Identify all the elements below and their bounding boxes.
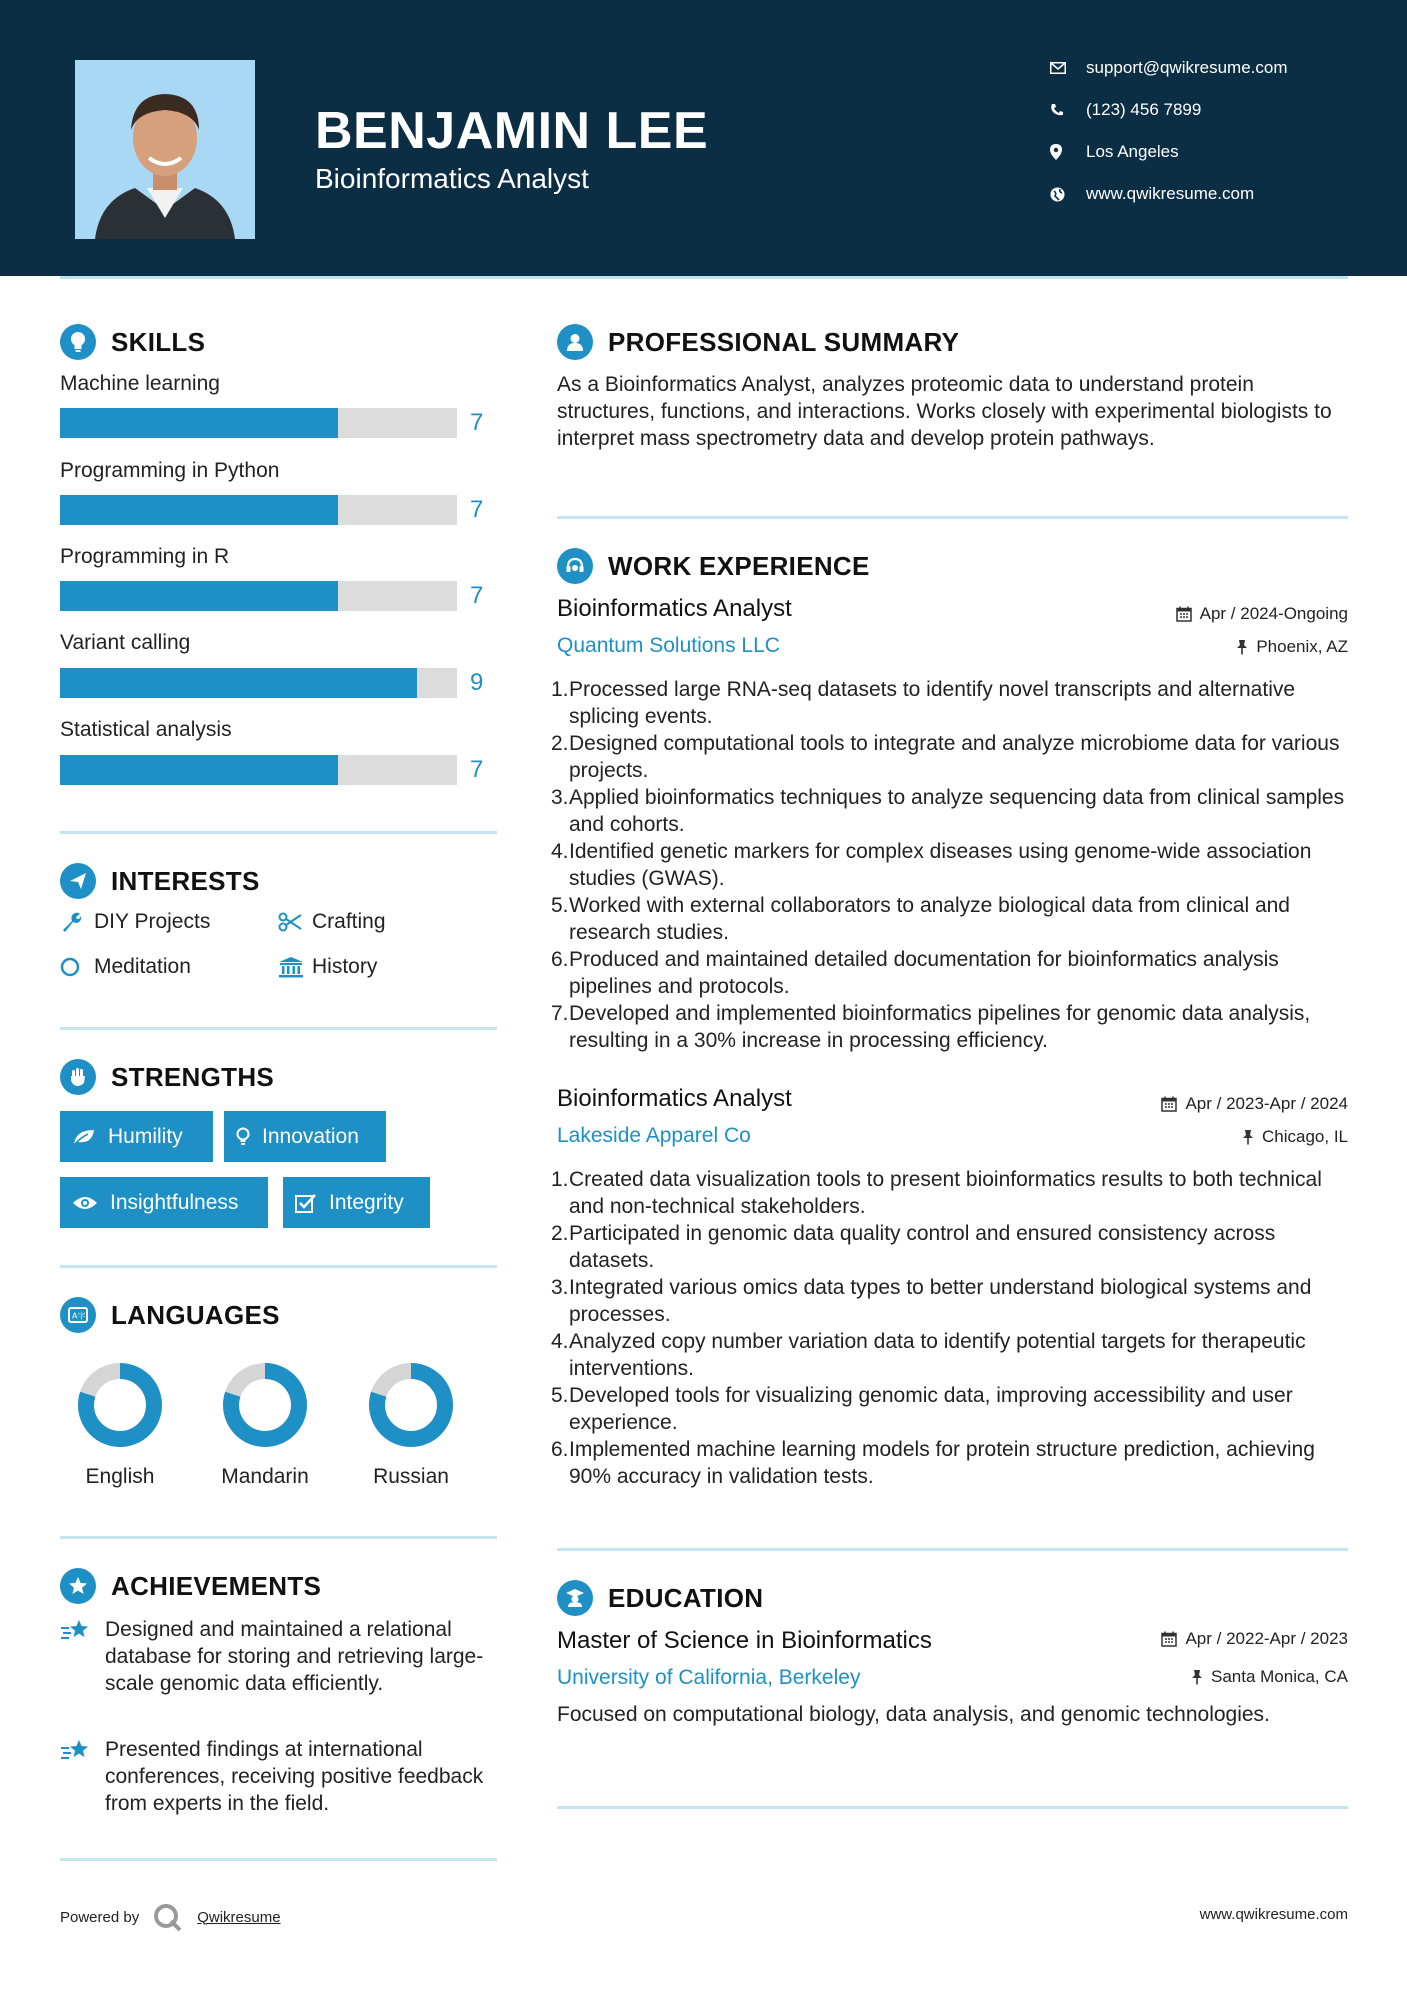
candidate-role: Bioinformatics Analyst [315, 163, 589, 194]
language-label: English [85, 1465, 155, 1488]
job-dates-text: Apr / 2024-Ongoing [1199, 604, 1348, 623]
interest-label: History [312, 955, 378, 978]
language-label: Russian [373, 1465, 449, 1488]
job-company: Quantum Solutions LLC [557, 634, 780, 657]
user-icon [557, 324, 593, 360]
education-heading [557, 1580, 763, 1616]
duty-number: 2. [551, 732, 569, 755]
contact-email[interactable] [1050, 58, 1288, 78]
duty-text: Identified genetic markers for complex diseases using genome-wide association studies (GWAS). [569, 840, 1312, 890]
job-duties-list [551, 1166, 1347, 1490]
skill-level: 9 [470, 669, 484, 696]
calendar-icon [1161, 1096, 1177, 1112]
skills-heading [60, 324, 205, 360]
check-square-icon [295, 1193, 317, 1213]
interest-label: DIY Projects [94, 910, 211, 933]
experience-title: WORK EXPERIENCE [608, 550, 870, 581]
duty-text: Worked with external collaborators to analyze biological data from clinical and research studies. [569, 894, 1290, 944]
job-duty-item [551, 1000, 1347, 1054]
contact-location [1050, 142, 1179, 162]
map-pin-icon [1050, 144, 1086, 160]
strength-label: Insightfulness [110, 1190, 239, 1214]
duty-text: Created data visualization tools to present bioinformatics results to both technical and non-technical stakeholders. [569, 1168, 1322, 1218]
skill-name: Programming in R [60, 545, 230, 568]
museum-icon [278, 956, 312, 978]
powered-by [60, 1903, 281, 1931]
job-duties-list [551, 676, 1347, 1054]
achievement-text: Designed and maintained a relational database for storing and retrieving large-scale genomic data efficiently. [105, 1618, 484, 1695]
duty-text: Produced and maintained detailed documentation for bioinformatics analysis pipelines and protocols. [569, 948, 1279, 998]
summary-title: PROFESSIONAL SUMMARY [608, 326, 960, 357]
language-proficiency-donut [77, 1362, 163, 1448]
section-divider [60, 1536, 497, 1539]
section-divider [60, 1027, 497, 1030]
duty-text: Designed computational tools to integrate and analyze microbiome data for various projects. [569, 732, 1340, 782]
svg-text:A字: A字 [72, 1311, 86, 1321]
skill-name: Machine learning [60, 372, 220, 395]
languages-heading [60, 1297, 280, 1333]
contact-website[interactable] [1050, 184, 1254, 204]
achievement-item [60, 1616, 500, 1697]
graduate-icon [557, 1580, 593, 1616]
pushpin-icon [1191, 1669, 1203, 1685]
duty-number: 5. [551, 894, 569, 917]
skill-name: Variant calling [60, 631, 191, 654]
education-degree: Master of Science in Bioinformatics [557, 1627, 932, 1654]
contact-phone[interactable] [1050, 100, 1201, 120]
lightbulb-icon [60, 324, 96, 360]
lightbulb-icon [236, 1127, 250, 1147]
education-location-text: Santa Monica, CA [1210, 1667, 1348, 1686]
duty-number: 3. [551, 1276, 569, 1299]
duty-number: 3. [551, 786, 569, 809]
eye-icon [72, 1195, 98, 1211]
job-location-text: Phoenix, AZ [1256, 637, 1348, 656]
powered-by-text: Powered by [60, 1908, 140, 1926]
interest-item [60, 955, 191, 979]
achievement-item [60, 1736, 500, 1817]
headset-icon [557, 548, 593, 584]
section-divider [557, 1548, 1348, 1551]
interest-item [278, 910, 386, 934]
job-dates-text: Apr / 2023-Apr / 2024 [1185, 1094, 1348, 1113]
strength-tag [224, 1111, 386, 1162]
globe-icon [1050, 187, 1086, 202]
duty-text: Processed large RNA-seq datasets to identify novel transcripts and alternative splicing events. [569, 678, 1296, 728]
job-duty-item [551, 1328, 1347, 1382]
duty-number: 5. [551, 1384, 569, 1407]
contact-location-text: Los Angeles [1086, 142, 1179, 161]
shooting-star-icon [60, 1616, 105, 1697]
paper-plane-icon [60, 863, 96, 899]
star-badge-icon [60, 1568, 96, 1604]
duty-text: Integrated various omics data types to better understand biological systems and processes. [569, 1276, 1312, 1326]
experience-heading [557, 548, 870, 584]
education-location [1191, 1667, 1348, 1687]
skill-bar [60, 408, 457, 438]
footer-url[interactable]: www.qwikresume.com [1199, 1906, 1348, 1923]
contact-website-text: www.qwikresume.com [1086, 184, 1255, 203]
qwikresume-link[interactable]: Qwikresume [197, 1908, 281, 1926]
scissors-icon [278, 912, 312, 932]
job-duty-item [551, 1220, 1347, 1274]
duty-number: 4. [551, 1330, 569, 1353]
duty-number: 1. [551, 678, 569, 701]
education-dates [1161, 1629, 1348, 1649]
interest-item [60, 910, 210, 934]
profile-photo [75, 60, 255, 239]
skill-name: Programming in Python [60, 459, 280, 482]
interest-label: Meditation [94, 955, 191, 978]
wrench-icon [60, 911, 94, 933]
strength-tag [283, 1177, 430, 1228]
achievements-title: ACHIEVEMENTS [111, 1570, 322, 1601]
calendar-icon [1161, 1631, 1177, 1647]
shooting-star-icon [60, 1736, 105, 1817]
job-duty-item [551, 784, 1347, 838]
envelope-icon [1050, 62, 1086, 74]
interests-title: INTERESTS [111, 865, 260, 896]
strength-label: Innovation [262, 1124, 359, 1148]
section-divider [60, 1858, 497, 1861]
job-location [1236, 637, 1348, 657]
job-location [1242, 1127, 1348, 1147]
summary-text: As a Bioinformatics Analyst, analyzes proteomic data to understand protein structures, functions, and interactions. Works closely with experimental biologists to interpret mass spectrometry data and develop protein pathways. [557, 373, 1332, 450]
duty-text: Developed tools for visualizing genomic data, improving accessibility and user experience. [569, 1384, 1293, 1434]
job-duty-item [551, 838, 1347, 892]
skill-bar [60, 668, 457, 698]
duty-number: 6. [551, 1438, 569, 1461]
skill-name: Statistical analysis [60, 718, 232, 741]
skill-level: 7 [470, 409, 484, 436]
job-duty-item [551, 892, 1347, 946]
education-description: Focused on computational biology, data analysis, and genomic technologies. [557, 1703, 1270, 1726]
skills-title: SKILLS [111, 326, 206, 357]
skill-bar [60, 495, 457, 525]
education-dates-text: Apr / 2022-Apr / 2023 [1185, 1629, 1348, 1648]
language-proficiency-donut [368, 1362, 454, 1448]
skill-level: 7 [470, 496, 484, 523]
strength-tag [60, 1177, 268, 1228]
summary-heading [557, 324, 959, 360]
leaf-icon [72, 1128, 96, 1146]
job-duty-item [551, 1382, 1347, 1436]
language-proficiency-donut [222, 1362, 308, 1448]
job-title: Bioinformatics Analyst [557, 595, 792, 622]
duty-number: 2. [551, 1222, 569, 1245]
education-title: EDUCATION [608, 1582, 764, 1613]
achievements-heading [60, 1568, 321, 1604]
section-divider [557, 516, 1348, 519]
circle-icon [60, 956, 94, 978]
job-company: Lakeside Apparel Co [557, 1124, 751, 1147]
job-title: Bioinformatics Analyst [557, 1085, 792, 1112]
duty-text: Analyzed copy number variation data to identify potential targets for therapeutic interventions. [569, 1330, 1306, 1380]
pushpin-icon [1236, 639, 1248, 655]
candidate-name: BENJAMIN LEE [315, 102, 709, 160]
section-divider [557, 1806, 1348, 1809]
achievement-text: Presented findings at international conferences, receiving positive feedback from experts in the field. [105, 1738, 484, 1815]
language-label: Mandarin [221, 1465, 309, 1488]
duty-number: 4. [551, 840, 569, 863]
job-dates [1176, 604, 1348, 624]
duty-text: Implemented machine learning models for protein structure prediction, achieving 90% accuracy in validation tests. [569, 1438, 1315, 1488]
languages-title: LANGUAGES [111, 1299, 280, 1330]
skill-bar [60, 755, 457, 785]
duty-number: 1. [551, 1168, 569, 1191]
job-duty-item [551, 1166, 1347, 1220]
pushpin-icon [1242, 1129, 1254, 1145]
duty-number: 6. [551, 948, 569, 971]
language-icon [60, 1297, 96, 1333]
strengths-heading [60, 1059, 274, 1095]
interests-heading [60, 863, 260, 899]
fist-icon [60, 1059, 96, 1095]
qwikresume-logo-icon [153, 1903, 183, 1931]
duty-text: Participated in genomic data quality control and ensured consistency across datasets. [569, 1222, 1276, 1272]
interest-item [278, 955, 377, 979]
strength-label: Integrity [329, 1190, 404, 1214]
education-school: University of California, Berkeley [557, 1666, 861, 1689]
job-duty-item [551, 676, 1347, 730]
section-divider [60, 1265, 497, 1268]
contact-phone-text: (123) 456 7899 [1086, 100, 1202, 119]
job-duty-item [551, 1436, 1347, 1490]
strength-tag [60, 1111, 213, 1162]
strengths-title: STRENGTHS [111, 1061, 275, 1092]
phone-icon [1050, 103, 1086, 117]
resume-header [0, 0, 1407, 276]
duty-text: Developed and implemented bioinformatics pipelines for genomic data analysis, resulting in a 30% increase in processing efficiency. [569, 1002, 1311, 1052]
skill-level: 7 [470, 756, 484, 783]
duty-text: Applied bioinformatics techniques to analyze sequencing data from clinical samples and cohorts. [569, 786, 1345, 836]
header-divider [60, 276, 1348, 279]
duty-number: 7. [551, 1002, 569, 1025]
skill-bar [60, 581, 457, 611]
job-dates [1161, 1094, 1348, 1114]
skill-level: 7 [470, 582, 484, 609]
calendar-icon [1176, 606, 1192, 622]
section-divider [60, 831, 497, 834]
job-duty-item [551, 730, 1347, 784]
strength-label: Humility [108, 1124, 183, 1148]
job-duty-item [551, 946, 1347, 1000]
job-location-text: Chicago, IL [1262, 1127, 1348, 1146]
interest-label: Crafting [312, 910, 386, 933]
contact-email-text: support@qwikresume.com [1086, 58, 1288, 77]
job-duty-item [551, 1274, 1347, 1328]
